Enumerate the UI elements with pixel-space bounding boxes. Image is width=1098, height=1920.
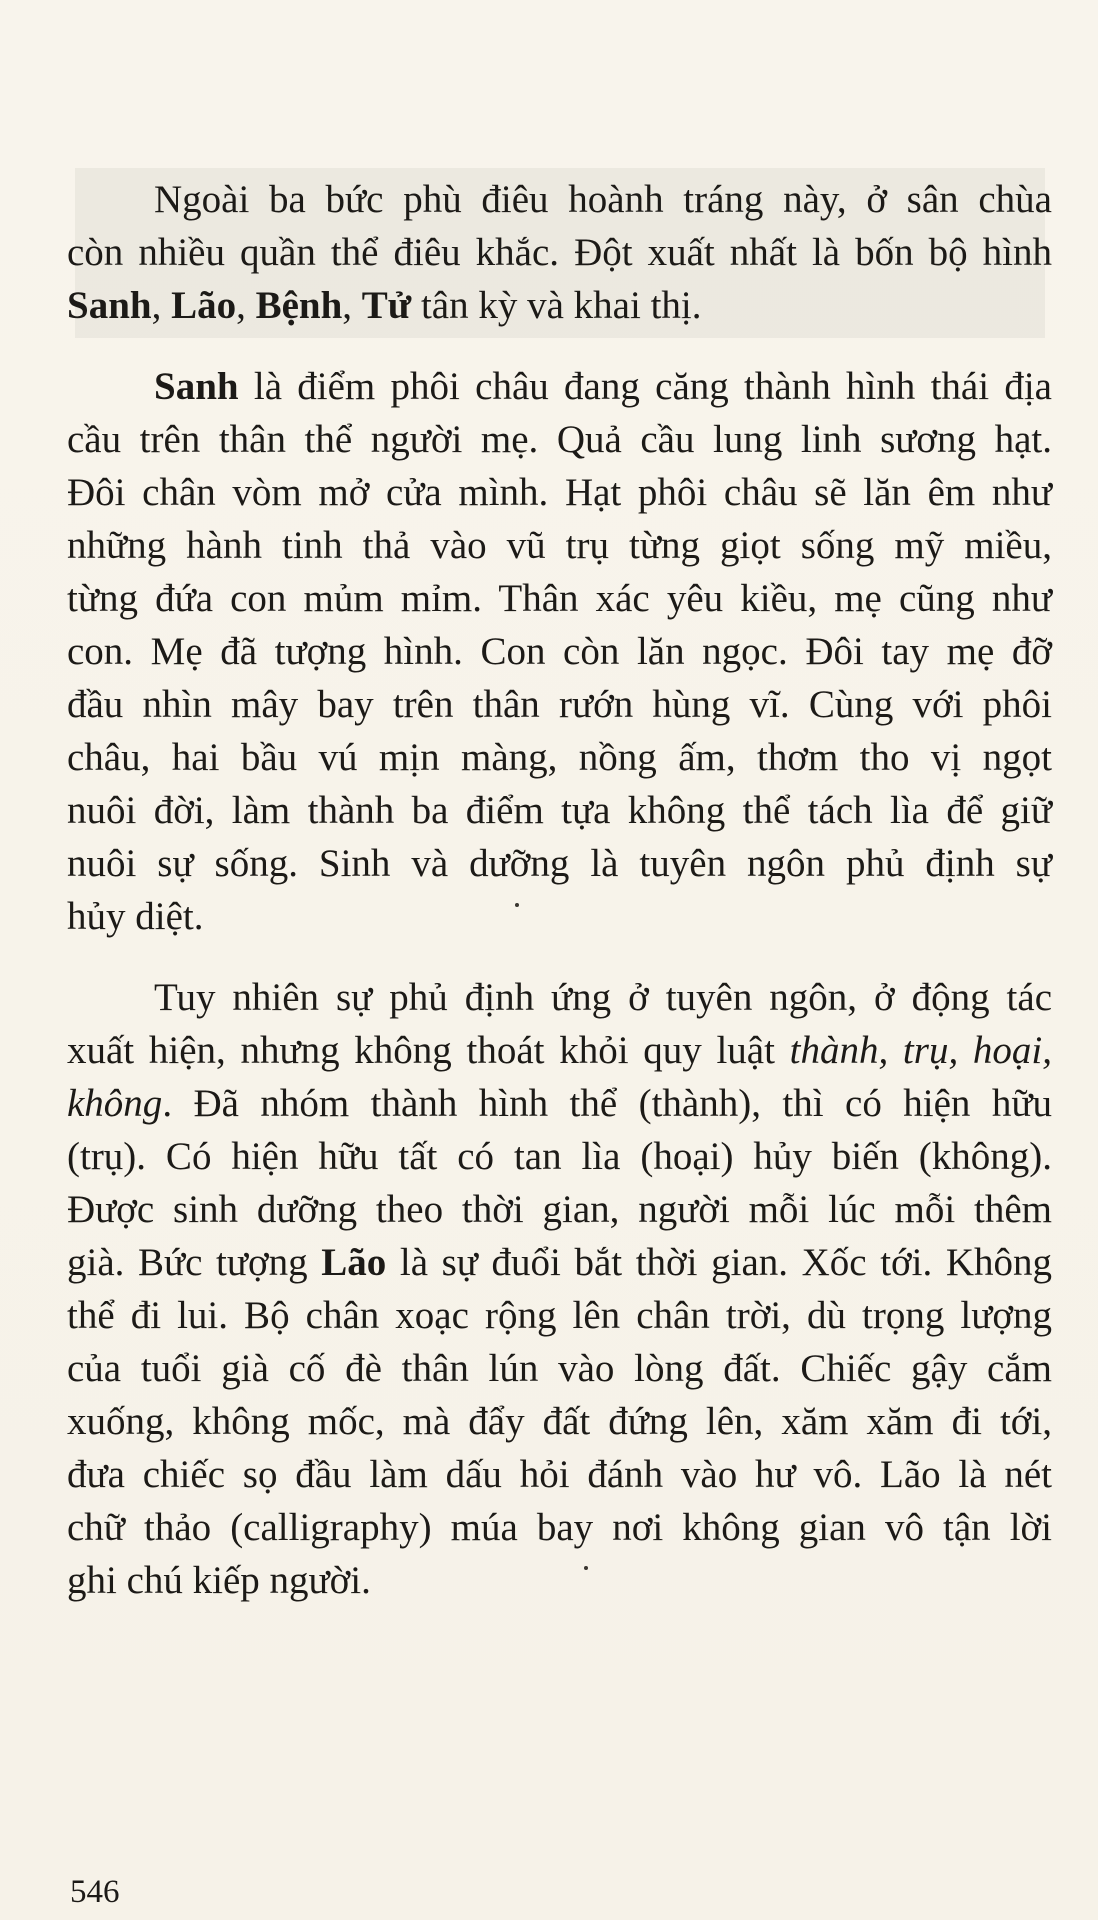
text-run: tân kỳ và khai thị. (411, 284, 702, 327)
text-run: Tuy nhiên sự phủ định ứng ở tuyên ngôn, ở động tác (154, 976, 1052, 1019)
text-line (67, 1289, 1052, 1342)
ink-speck (515, 903, 519, 907)
text-line (67, 837, 1052, 890)
text-run: cầu trên thân thể người mẹ. Quả cầu lung linh sương hạt. (67, 418, 1052, 461)
text-run: nuôi sự sống. Sinh và dưỡng là tuyên ngôn phủ định sự (67, 842, 1052, 885)
text-line (67, 678, 1052, 731)
text-run: Được sinh dưỡng theo thời gian, người mỗi lúc mỗi thêm (67, 1188, 1052, 1231)
text-run: xuất hiện, nhưng không thoát khỏi quy luật (67, 1029, 790, 1072)
paragraph (67, 173, 1052, 332)
text-run: Đôi chân vòm mở cửa mình. Hạt phôi châu sẽ lăn êm như (67, 471, 1052, 514)
text-run: già. Bức tượng (67, 1241, 322, 1284)
text-run: nuôi đời, làm thành ba điểm tựa không thể tách lìa để giữ (67, 789, 1052, 832)
text-run: đầu nhìn mây bay trên thân rướn hùng vĩ. Cùng với phôi (67, 683, 1052, 726)
italic-term: thành, trụ, hoại, (789, 1029, 1052, 1072)
text-line (67, 890, 1052, 943)
bold-term: Lão (321, 1241, 387, 1284)
text-line (67, 1024, 1052, 1077)
bold-term: Bệnh (255, 284, 343, 327)
paragraph (67, 360, 1052, 943)
text-line (67, 625, 1052, 678)
text-line (67, 1130, 1052, 1183)
text-run: con. Mẹ đã tượng hình. Con còn lăn ngọc. Đôi tay mẹ đỡ (67, 630, 1052, 673)
text-line (67, 1554, 1052, 1607)
text-run: xuống, không mốc, mà đẩy đất đứng lên, xăm xăm đi tới, (67, 1400, 1052, 1443)
body-text (67, 168, 1052, 1607)
text-line (67, 1448, 1052, 1501)
bold-term: Sanh (67, 284, 152, 327)
text-line (67, 784, 1052, 837)
italic-term: không (67, 1082, 163, 1125)
text-line (67, 1183, 1052, 1236)
text-run: thể đi lui. Bộ chân xoạc rộng lên chân trời, dù trọng lượng (67, 1294, 1052, 1337)
ink-speck (584, 1566, 588, 1570)
text-run: hủy diệt. (67, 895, 204, 938)
text-run: , (151, 284, 172, 327)
text-line (67, 466, 1052, 519)
text-line (67, 1077, 1052, 1130)
text-run: Ngoài ba bức phù điêu hoành tráng này, ở sân chùa (154, 178, 1052, 221)
text-run: là điểm phôi châu đang căng thành hình thái địa (238, 365, 1052, 408)
text-run: là sự đuổi bắt thời gian. Xốc tới. Không (386, 1241, 1052, 1284)
bold-term: Lão (171, 284, 237, 327)
text-run: , (342, 284, 362, 327)
text-line (67, 971, 1052, 1024)
paragraph (67, 971, 1052, 1607)
text-run: , (236, 284, 256, 327)
text-run: từng đứa con mủm mỉm. Thân xác yêu kiều, mẹ cũng như (67, 577, 1052, 620)
text-line (67, 572, 1052, 625)
text-run: (trụ). Có hiện hữu tất có tan lìa (hoại) hủy biến (không). (67, 1135, 1052, 1178)
text-run: chữ thảo (calligraphy) múa bay nơi không gian vô tận lời (67, 1506, 1052, 1549)
bold-term: Tử (361, 284, 412, 327)
text-line (67, 1236, 1052, 1289)
text-run: châu, hai bầu vú mịn màng, nồng ấm, thơm tho vị ngọt (67, 736, 1052, 779)
bold-term: Sanh (154, 365, 239, 408)
text-line (67, 519, 1052, 572)
text-line (67, 413, 1052, 466)
text-line (67, 173, 1052, 226)
page-number: 546 (70, 1874, 120, 1910)
text-line (67, 360, 1052, 413)
text-run: ghi chú kiếp người. (67, 1559, 371, 1602)
text-run: của tuổi già cố đè thân lún vào lòng đất. Chiếc gậy cắm (67, 1347, 1052, 1390)
text-run: những hành tinh thả vào vũ trụ từng giọt sống mỹ miều, (67, 524, 1052, 567)
text-line (67, 1501, 1052, 1554)
text-line (67, 1342, 1052, 1395)
text-run: đưa chiếc sọ đầu làm dấu hỏi đánh vào hư vô. Lão là nét (67, 1453, 1052, 1496)
text-run: . Đã nhóm thành hình thể (thành), thì có hiện hữu (162, 1082, 1052, 1125)
text-line (67, 226, 1052, 279)
text-line (67, 279, 1052, 332)
text-line (67, 731, 1052, 784)
text-line (67, 1395, 1052, 1448)
text-run: còn nhiều quần thể điêu khắc. Đột xuất nhất là bốn bộ hình (67, 231, 1052, 274)
